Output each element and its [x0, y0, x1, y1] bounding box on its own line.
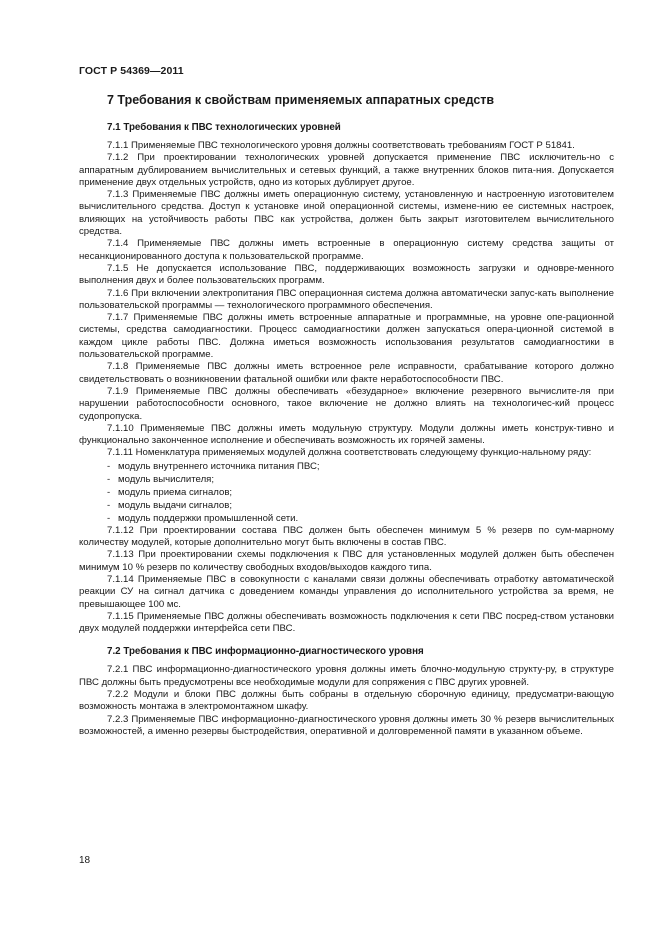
list-dash: - — [107, 512, 111, 524]
list-dash: - — [107, 460, 111, 472]
paragraph-7-1-8: 7.1.8 Применяемые ПВС должны иметь встроенное реле исправности, срабатывание которого должно свидетельствовать о возникновении фатальной ошибки или факте неработоспособности ПВС. — [79, 361, 614, 385]
list-item-text: модуль поддержки промышленной сети. — [118, 512, 299, 524]
list-item — [79, 486, 614, 499]
paragraph-7-1-12: 7.1.12 При проектировании состава ПВС должен быть обеспечен минимум 5 % резерв по сум-марному количеству модулей, которые дополнительно могут быть включены в состав ПВС. — [79, 524, 614, 549]
paragraph-7-1-7: 7.1.7 Применяемые ПВС должны иметь встроенные аппаратные и программные, на уровне опе-рационной системы, средства самодиагностики. Процесс самодиагностики должен запускаться опера-ционной системой в каждом цикле работы ПВС. Должна иметься возможность использования результатов самодиагностики в пользовательской программе. — [79, 312, 614, 361]
section-title: 7 Требования к свойствам применяемых аппаратных средств — [107, 93, 495, 107]
paragraph-7-1-9: 7.1.9 Применяемые ПВС должны обеспечивать «безударное» включение резервного вычислите-ля при нарушении работоспособности основного, такое включение не должно влиять на технологичес-кий процесс судопропуска. — [79, 385, 614, 422]
paragraph-7-1-4: 7.1.4 Применяемые ПВС должны иметь встроенные в операционную систему средства защиты от несанкционированного доступа к пользовательской программе. — [79, 238, 614, 262]
list-item — [79, 512, 614, 525]
paragraph-7-1-6: 7.1.6 При включении электропитания ПВС операционная система должна автоматически запус-кать выполнение пользовательской программы — технологического программного обеспечения. — [79, 287, 614, 311]
list-item-text: модуль выдачи сигналов; — [118, 499, 232, 511]
paragraph-7-1-11: 7.1.11 Номенклатура применяемых модулей должна соответствовать следующему функцио-нальному ряду: — [107, 447, 592, 459]
subsection-title-7-1: 7.1 Требования к ПВС технологических уровней — [107, 122, 341, 133]
list-item-text: модуль вычислителя; — [118, 473, 215, 485]
paragraph-7-1-15: 7.1.15 Применяемые ПВС должны обеспечивать возможность подключения к сети ПВС посред-ством установки двух модулей поддержки интерфейса сети ПВС. — [79, 610, 614, 635]
paragraph-7-1-10: 7.1.10 Применяемые ПВС должны иметь модульную структуру. Модули должны иметь конструк-тивно и функционально законченное исполнение и обеспечивать возможность их горячей замены. — [79, 422, 614, 447]
list-dash: - — [107, 486, 111, 498]
paragraph-7-2-1: 7.2.1 ПВС информационно-диагностического уровня должны иметь блочно-модульную структу-ру, в структуре ПВС должны быть предусмотрены все необходимые модули для сопряжения с ПВС других уровней. — [79, 664, 614, 688]
list-item-text: модуль внутреннего источника питания ПВС; — [118, 460, 320, 472]
document-header-id: ГОСТ Р 54369—2011 — [79, 65, 184, 77]
list-dash: - — [107, 473, 111, 485]
paragraph-7-1-3: 7.1.3 Применяемые ПВС должны иметь операционную систему, установленную и настроенную изготовителем вычислительного средства. Доступ к установке иной операционной системы, измене-нию ее системных настроек, влияющих на устойчивость работы ПВС как устройства, должен быть закрыт изготовителем вычислительного средства. — [79, 189, 614, 238]
paragraph-7-1-1: 7.1.1 Применяемые ПВС технологического уровня должны соответствовать требованиям ГОСТ Р 51841. — [107, 140, 575, 151]
paragraph-7-2-3: 7.2.3 Применяемые ПВС информационно-диагностического уровня должны иметь 30 % резерв вычислительных возможностей, а именно резервы быстродействия, оперативной и долговременной памяти в указанном объеме. — [79, 713, 614, 737]
list-item-text: модуль приема сигналов; — [118, 486, 233, 498]
paragraph-7-1-14: 7.1.14 Применяемые ПВС в совокупности с каналами связи должны обеспечивать отработку автоматической реакции СУ на сигнал датчика с доведением команды управления до исполнительного устройства за время, не превышающее 100 мс. — [79, 573, 614, 610]
list-item — [79, 460, 614, 473]
list-item — [79, 473, 614, 486]
paragraph-7-1-2: 7.1.2 При проектировании технологических уровней допускается применение ПВС исключитель-но с аппаратным дублированием вычислительных и сетевых функций, а также внутренних блоков пита-ния. Допускается применение двух отдельных устройств, одно из которых дублирует другое. — [79, 152, 614, 188]
list-item — [79, 499, 614, 512]
paragraph-7-1-5: 7.1.5 Не допускается использование ПВС, поддерживающих возможность загрузки и одновре-менного выполнения двух и более пользовательских программ. — [79, 262, 614, 287]
list-dash: - — [107, 499, 111, 511]
module-list — [79, 460, 614, 525]
paragraph-7-2-2: 7.2.2 Модули и блоки ПВС должны быть собраны в отдельную сборочную единицу, предусматри-вающую возможность монтажа в электромонтажном шкафу. — [79, 688, 614, 713]
page-number: 18 — [79, 855, 91, 866]
paragraph-7-1-13: 7.1.13 При проектировании схемы подключения к ПВС для установленных модулей должен быть обеспечен минимум 10 % резерв по количеству свободных входов/выходов каждого типа. — [79, 549, 614, 573]
subsection-title-7-2: 7.2 Требования к ПВС информационно-диагностического уровня — [107, 646, 424, 658]
document-body — [79, 92, 614, 738]
